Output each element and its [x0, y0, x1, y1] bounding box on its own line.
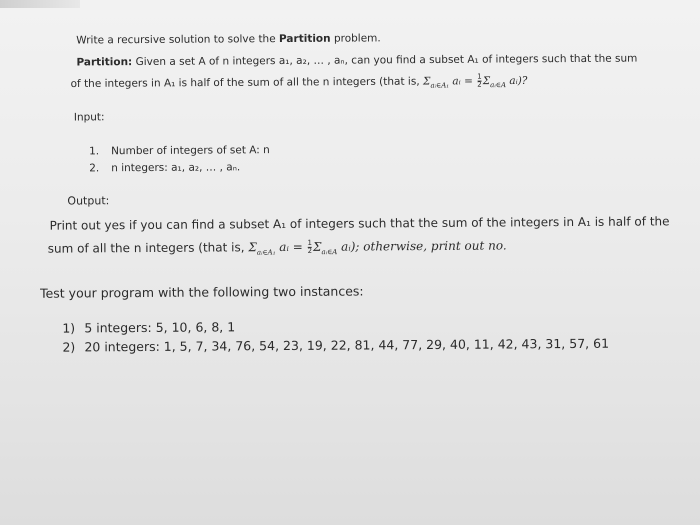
list-text: Number of integers of set A: n [111, 144, 270, 158]
input-list-item [89, 144, 270, 157]
sum-subscript: aᵢ∈A₁ [430, 81, 450, 90]
output-text-line2: sum of all the n integers (that is, [47, 240, 249, 256]
assignment-title [76, 32, 381, 46]
test-heading: Test your program with the following two instances: [39, 283, 364, 301]
sum-subscript: aᵢ∈A [490, 81, 507, 90]
output-heading: Output: [67, 194, 110, 208]
list-text: 20 integers: 1, 5, 7, 34, 76, 54, 23, 19, 22, 81, 44, 77, 29, 40, 11, 42, 43, 31, 57, 61 [84, 335, 610, 355]
partition-label: Partition: [76, 56, 133, 69]
sum-symbol: Σ [422, 75, 431, 88]
list-number: 1) [62, 320, 76, 336]
sum-subscript: aᵢ∈A₁ [256, 248, 276, 257]
one-half-fraction [307, 240, 312, 255]
list-number: 1. [89, 145, 100, 158]
sum-symbol: Σ [312, 239, 322, 254]
fraction-numerator: 1 [477, 72, 482, 81]
input-list-item [89, 161, 240, 174]
partition-text-line1: Given a set A of n integers a₁, a₂, … , aₙ, can you find a subset A₁ of integers such that the sum [132, 52, 638, 69]
list-text: n integers: a₁, a₂, … , aₙ. [111, 161, 241, 175]
one-half-fraction [477, 74, 482, 89]
partition-text-line2: of the integers in A₁ is half of the sum of all the n integers (that is, [70, 75, 424, 91]
list-number: 2) [62, 339, 76, 355]
input-heading: Input: [73, 111, 105, 124]
sum-subscript: aᵢ∈A [321, 248, 338, 257]
fraction-numerator: 1 [307, 238, 313, 247]
fraction-denominator: 2 [307, 246, 313, 255]
list-number: 2. [89, 162, 100, 175]
list-text: 5 integers: 5, 10, 6, 8, 1 [84, 319, 236, 336]
partition-definition-line2 [71, 73, 528, 92]
sum-term: aᵢ = [275, 239, 307, 255]
sum-term: aᵢ); otherwise, print out no. [337, 238, 507, 254]
sum-term: aᵢ = [449, 75, 477, 88]
sum-symbol: Σ [248, 240, 257, 255]
title-suffix: problem. [330, 32, 381, 45]
output-description-line2 [48, 238, 507, 258]
fraction-denominator: 2 [477, 80, 482, 89]
test-instance-item [62, 319, 235, 335]
output-description-line1: Print out yes if you can find a subset A₁ of integers such that the sum of the integers in A₁ is half of the [49, 214, 670, 233]
sum-term: aᵢ)? [505, 74, 528, 87]
sum-symbol: Σ [482, 75, 491, 88]
title-prefix: Write a recursive solution to solve the [76, 33, 280, 47]
title-problem-name: Partition [278, 32, 331, 46]
test-instance-item [62, 336, 609, 355]
partition-definition-line1 [76, 53, 637, 69]
